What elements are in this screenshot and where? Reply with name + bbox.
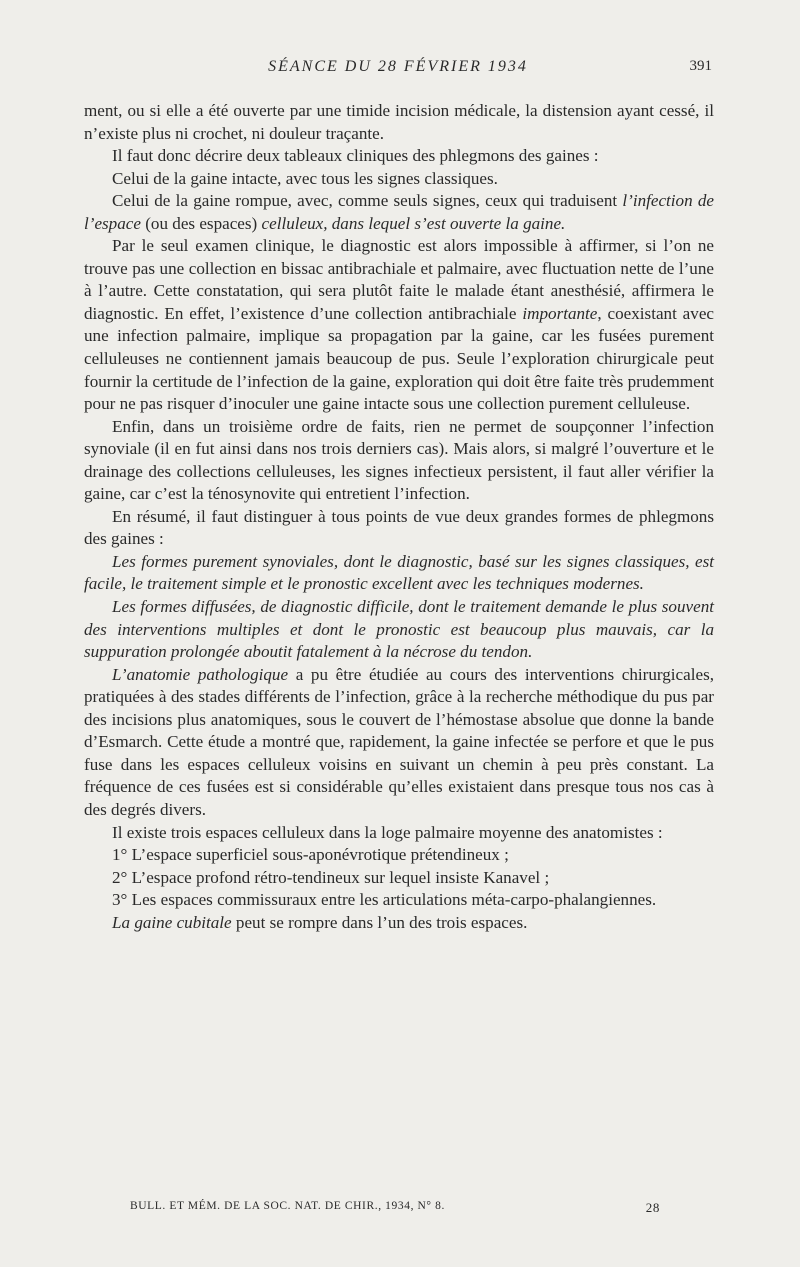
list-item (84, 889, 714, 912)
paragraph (84, 912, 714, 935)
text-run: , coexistant avec une infection palmaire, implique sa propagation par la gaine, car les fusées purement celluleuses ne contiennent jamais beaucoup de pus. Seule l’exploration chirurgicale peut fournir la certitude de l’infection de la gaine, exploration qui doit être faite très prudemment pour ne pas risquer d’inoculer une gaine intacte sous une collection purement celluleuse. (84, 303, 714, 414)
italic-text: Les formes purement synoviales, dont le diagnostic, basé sur les signes classiques, est facile, le traitement simple et le pronostic excellent avec les techniques modernes. (84, 551, 714, 594)
italic-text: l’infection de l’espace (84, 191, 714, 233)
paragraph (84, 416, 714, 506)
running-header (84, 58, 712, 84)
text-run: peut se rompre dans l’un des trois espaces. (231, 912, 528, 932)
text-run: ment, ou si elle a été ouverte par une timide incision médicale, la distension ayant cessé, il n’existe plus ni crochet, ni douleur traçante. (84, 101, 714, 143)
list-item (84, 844, 714, 867)
paragraph (84, 168, 714, 191)
paragraph (84, 551, 714, 596)
italic-text: Les formes diffusées, de diagnostic difficile, dont le traitement demande le plus souvent des interventions multiples et dont le pronostic est beaucoup plus mauvais, car la suppuration prolongée aboutit fatalement à la nécrose du tendon. (84, 597, 714, 662)
paragraph (84, 664, 714, 822)
paragraph (84, 822, 714, 845)
text-run: Il faut donc décrire deux tableaux cliniques des phlegmons des gaines : (112, 146, 599, 166)
paragraph (84, 100, 714, 145)
paragraph (84, 145, 714, 168)
journal-reference: BULL. ET MÉM. DE LA SOC. NAT. DE CHIR., 1934, N° 8. (130, 1200, 445, 1212)
footer (130, 1200, 660, 1220)
paragraph (84, 596, 714, 664)
paragraph (84, 235, 714, 415)
text-run: Enfin, dans un troisième ordre de faits, rien ne permet de soupçonner l’infection synoviale (il en fut ainsi dans nos trois derniers cas). Mais alors, si malgré l’ouverture et le drainage des collections celluleuses, les signes infectieux persistent, il faut aller vérifier la gaine, car c’est la ténosynovite qui entretient l’infection. (84, 416, 714, 504)
italic-text: L’anatomie pathologique (112, 664, 289, 684)
text-run: Celui de la gaine intacte, avec tous les signes classiques. (112, 168, 498, 188)
text-run: 3° Les espaces commissuraux entre les articulations méta-carpo-phalangiennes. (112, 890, 657, 910)
signature-number: 28 (645, 1200, 660, 1215)
italic-text: celluleux, dans lequel s’est ouverte la gaine. (261, 213, 566, 233)
text-run: (ou des espaces) (140, 213, 262, 233)
header-title: SÉANCE DU 28 FÉVRIER 1934 (268, 58, 528, 75)
text-run: Il existe trois espaces celluleux dans la loge palmaire moyenne des anatomistes : (112, 822, 663, 842)
paragraph (84, 506, 714, 551)
text-run: En résumé, il faut distinguer à tous points de vue deux grandes formes de phlegmons des gaines : (84, 506, 714, 549)
list-item (84, 867, 714, 890)
body-text (84, 100, 714, 934)
italic-text: La gaine cubitale (112, 912, 232, 932)
text-run: 1° L’espace superficiel sous-aponévrotique prétendineux ; (112, 845, 509, 865)
text-run: Celui de la gaine rompue, avec, comme seuls signes, ceux qui traduisent (112, 191, 623, 211)
italic-text: importante (522, 303, 598, 323)
paragraph (84, 190, 714, 235)
page-number: 391 (689, 58, 712, 74)
text-run: 2° L’espace profond rétro-tendineux sur lequel insiste Kanavel ; (112, 867, 550, 887)
text-run: Par le seul examen clinique, le diagnostic est alors impossible à affirmer, si l’on ne trouve pas une collection en bissac antibrachiale et palmaire, avec fluctuation nette de l’une à l’autre. Cette constatation, qui sera plutôt faite le malade étant anesthésié, affirmera le diagnostic. En effet, l’existence d’une collection antibrachiale (84, 236, 714, 323)
text-run: a pu être étudiée au cours des interventions chirurgicales, pratiquées à des stades différents de l’infection, grâce à la recherche méthodique du pus par des incisions plus anatomiques, sous le couvert de l’hémostase absolue que donne la bande d’Esmarch. Cette étude a montré que, rapidement, la gaine infectée se perfore et que le pus fuse dans les espaces celluleux voisins en suivant un chemin à peu près constant. La fréquence de ces fusées est si considérable qu’elles existaient dans presque tous nos cas à des degrés divers. (84, 664, 714, 819)
